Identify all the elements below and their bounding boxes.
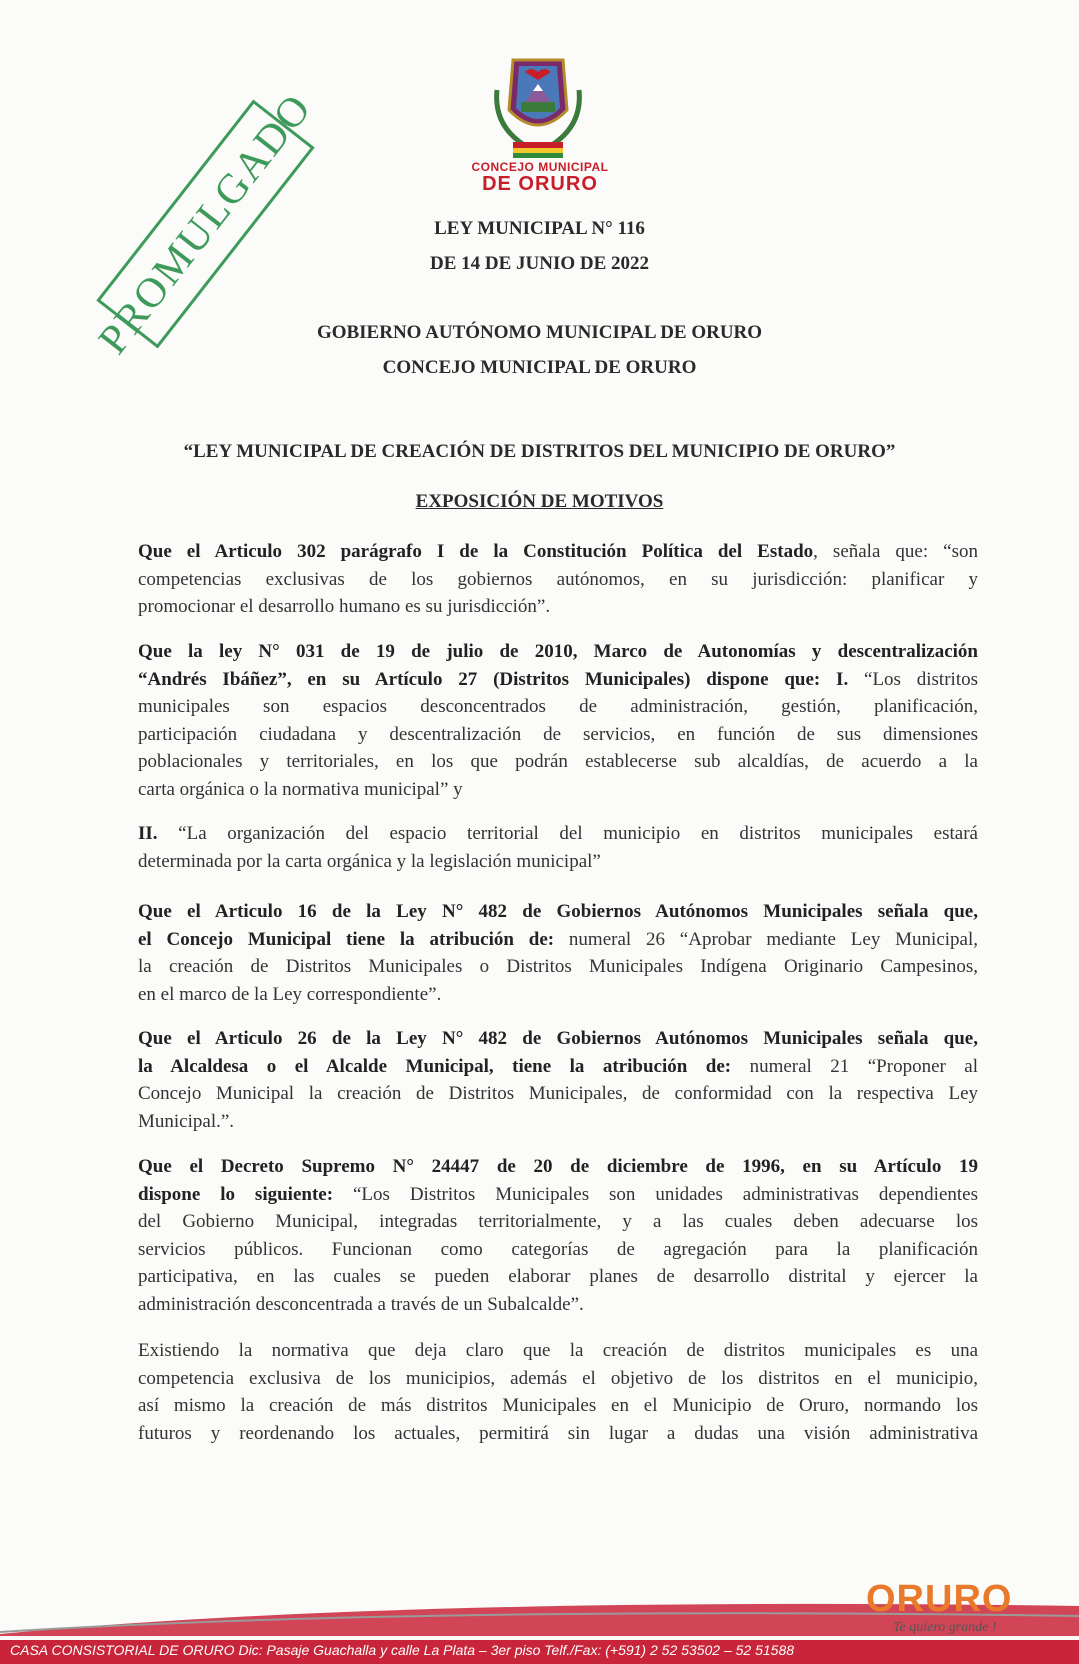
paragraph-1: Que el Articulo 302 parágrafo I de la Constitución Política del Estado, señala que: “son competencias exclusivas de los gobiernos autónomos, en su jurisdicción: planificar y promocionar el desarrollo humano es su jurisdicción”.: [138, 541, 978, 617]
section-heading: EXPOSICIÓN DE MOTIVOS: [415, 491, 664, 512]
paragraph-3: II. “La organización del espacio territorial del municipio en distritos municipales estará determinada por la carta orgánica y la legislación municipal”: [138, 823, 978, 872]
law-number: LEY MUNICIPAL N° 116: [434, 218, 645, 239]
paragraph-4: Que el Articulo 16 de la Ley N° 482 de Gobiernos Autónomos Municipales señala que, el Concejo Municipal tiene la atribución de: numeral 26 “Aprobar mediante Ley Municipal, la creación de Distritos Municipales o Distritos Municipales Indígena Originario Campesinos, en el marco de la Ley correspondiente”.: [138, 901, 978, 1005]
paragraph-7: Existiendo la normativa que deja claro que la creación de distritos municipales es una competencia exclusiva de los municipios, además el objetivo de los distritos en el municipio, así mismo la creación de más distritos Municipales en el Municipio de Oruro, normando los futuros y reordenando los actuales, permitirá sin lugar a dudas una visión administrativa: [138, 1340, 978, 1444]
paragraph-5: Que el Articulo 26 de la Ley N° 482 de Gobiernos Autónomos Municipales señala que, la Alcaldesa o el Alcalde Municipal, tiene la atribución de: numeral 21 “Proponer al Concejo Municipal la creación de Distritos Municipales, de conformidad con la respectiva Ley Municipal.”.: [138, 1028, 978, 1132]
council-name-line1: CONCEJO MUNICIPAL: [471, 160, 609, 174]
oruro-slogan: Te quiero grande !: [893, 1620, 997, 1635]
paragraph-6: Que el Decreto Supremo N° 24447 de 20 de diciembre de 1996, en su Artículo 19 dispone lo siguiente: “Los Distritos Municipales son unidades administrativas dependientes del Gobierno Municipal, integradas territorialmente, y a las cuales deben adecuarse los servicios públicos. Funcionan como categorías de agregación para la planificación participativa, en las cuales se pueden elaborar planes de desarrollo distrital y ejercer la administración desconcentrada a través de un Subalcalde”.: [138, 1156, 979, 1315]
gov-heading-2: CONCEJO MUNICIPAL DE ORURO: [382, 357, 697, 378]
footer-address: CASA CONSISTORIAL DE ORURO Dic: Pasaje Guachalla y calle La Plata – 3er piso Telf./Fax: (+591) 2 52 53502 – 52 51588: [10, 1642, 795, 1658]
gov-heading-1: GOBIERNO AUTÓNOMO MUNICIPAL DE ORURO: [316, 322, 763, 343]
municipal-crest-icon: [483, 50, 593, 160]
law-date: DE 14 DE JUNIO DE 2022: [429, 253, 650, 274]
law-title: “LEY MUNICIPAL DE CREACIÓN DE DISTRITOS DEL MUNICIPIO DE ORURO”: [183, 441, 896, 462]
council-name-line2: DE ORURO: [482, 173, 598, 195]
paragraph-2: Que la ley N° 031 de 19 de julio de 2010, Marco de Autonomías y descentralización “Andrés Ibáñez”, en su Artículo 27 (Distritos Municipales) dispone que: I. “Los distritos municipales son espacios desconcentrados de administración, gestión, planificación, participación ciudadana y descentralización de servicios, en función de sus dimensiones poblacionales y territoriales, en los que podrán establecerse sub alcaldías, de acuerdo a la carta orgánica o la normativa municipal” y: [138, 641, 978, 800]
oruro-logo: ORURO: [866, 1578, 1013, 1620]
stamp-text: PROMULGADO: [89, 85, 322, 363]
